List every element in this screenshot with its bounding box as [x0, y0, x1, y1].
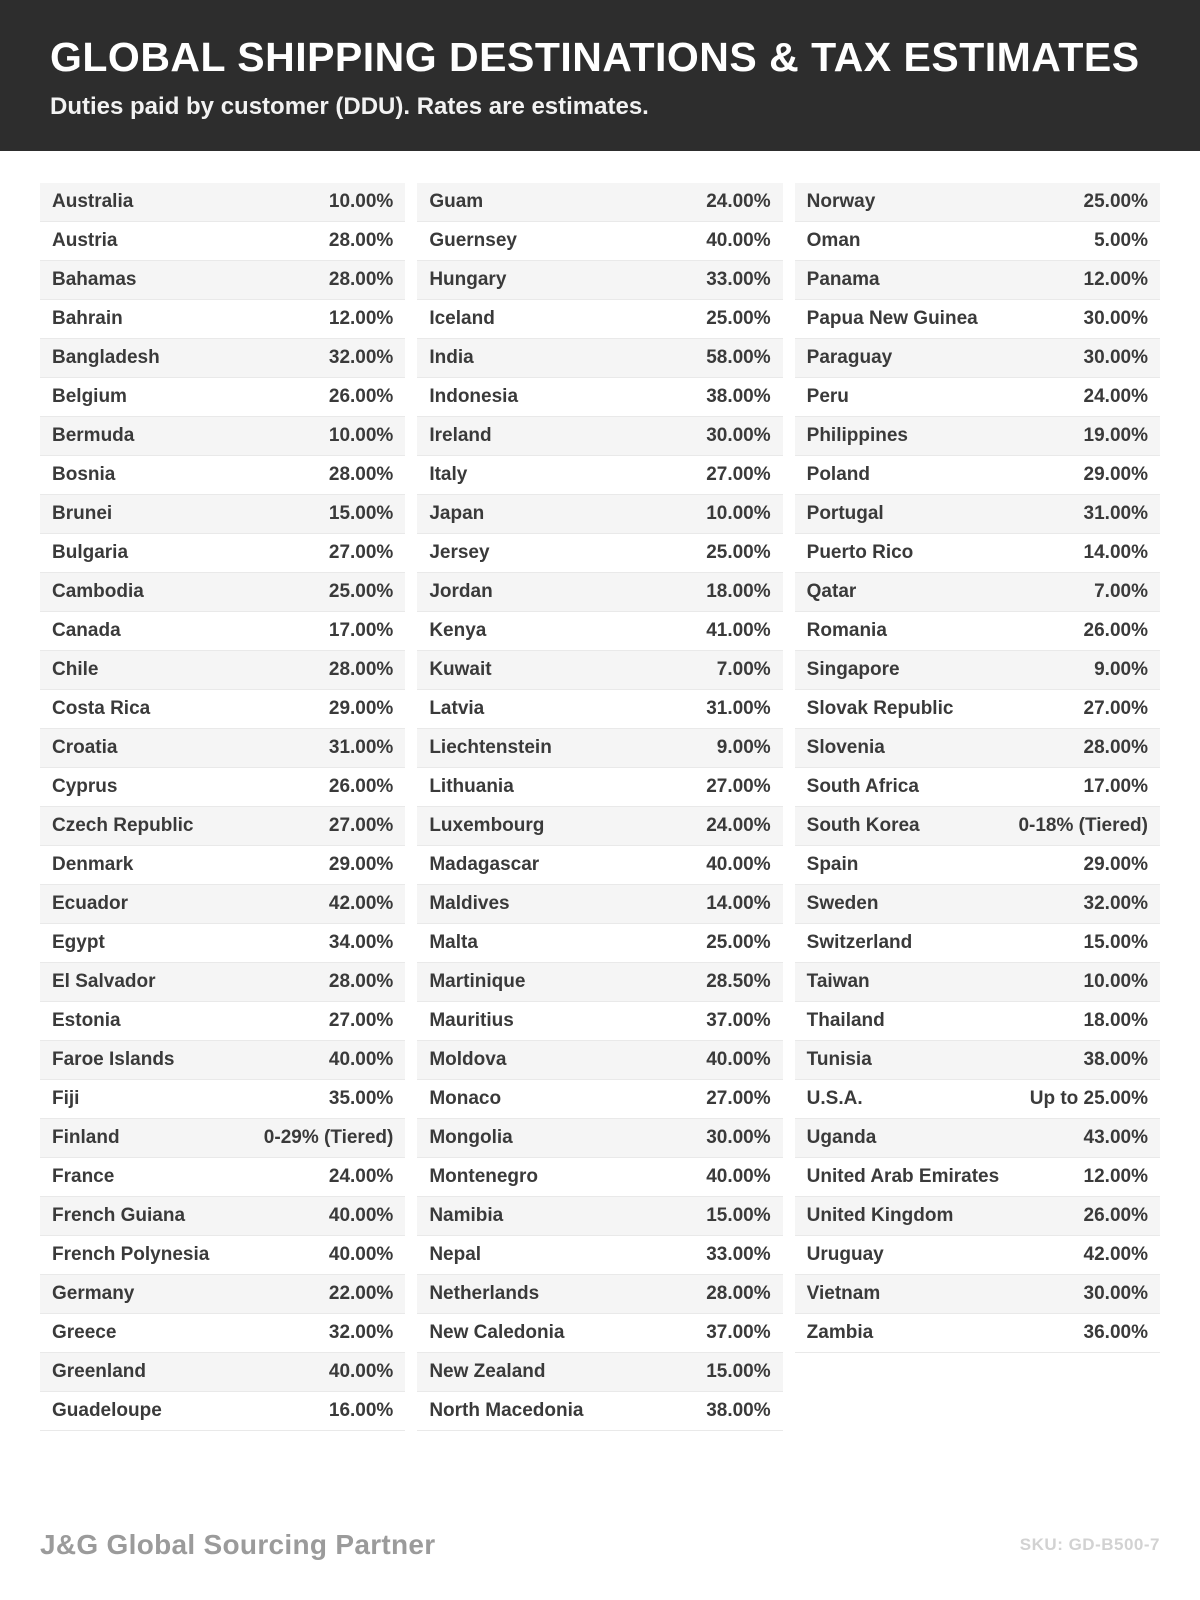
- country-name: Taiwan: [806, 971, 870, 992]
- country-name: Spain: [806, 854, 859, 875]
- country-name: Maldives: [429, 893, 510, 914]
- tax-rate: 12.00%: [1083, 1166, 1148, 1187]
- table-row: [417, 729, 782, 768]
- table-row: [40, 573, 405, 612]
- table-row: [40, 183, 405, 222]
- tax-rate: 26.00%: [1083, 1205, 1148, 1226]
- table-row: [417, 690, 782, 729]
- country-name: Ireland: [429, 425, 492, 446]
- table-row: [417, 378, 782, 417]
- tax-rate: 42.00%: [328, 893, 394, 914]
- country-name: Costa Rica: [52, 698, 151, 719]
- country-name: Italy: [429, 464, 468, 485]
- table-row: [795, 495, 1160, 534]
- page-footer: [0, 1490, 1200, 1600]
- table-row: [417, 846, 782, 885]
- tax-rate: 10.00%: [328, 191, 394, 212]
- tax-rate: 24.00%: [1083, 386, 1148, 407]
- table-row: [795, 768, 1160, 807]
- tax-rate: 25.00%: [328, 581, 394, 602]
- tax-rate: 32.00%: [1083, 893, 1148, 914]
- tax-rate: 30.00%: [706, 1127, 771, 1148]
- country-name: El Salvador: [52, 971, 156, 992]
- table-row: [795, 885, 1160, 924]
- table-row: [795, 339, 1160, 378]
- tax-rate: 42.00%: [1083, 1244, 1148, 1265]
- tax-rate: 58.00%: [706, 347, 771, 368]
- tax-rate: 29.00%: [328, 698, 394, 719]
- table-row: [40, 729, 405, 768]
- page-title: GLOBAL SHIPPING DESTINATIONS & TAX ESTIMATES: [50, 34, 1140, 80]
- table-row: [417, 885, 782, 924]
- country-name: Martinique: [429, 971, 526, 992]
- country-name: Uruguay: [806, 1244, 884, 1265]
- country-name: Romania: [806, 620, 887, 641]
- table-row: [417, 1353, 782, 1392]
- rates-column-2: [417, 183, 782, 1431]
- tax-rate: 25.00%: [1083, 191, 1148, 212]
- country-name: Tunisia: [806, 1049, 872, 1070]
- table-row: [417, 651, 782, 690]
- tax-rate: 28.50%: [706, 971, 771, 992]
- country-name: Vietnam: [806, 1283, 881, 1304]
- country-name: Mauritius: [429, 1010, 514, 1031]
- country-name: Monaco: [429, 1088, 502, 1109]
- country-name: Kenya: [429, 620, 487, 641]
- page-subtitle: Duties paid by customer (DDU). Rates are estimates.: [50, 93, 649, 120]
- country-name: French Polynesia: [52, 1244, 210, 1265]
- country-name: South Korea: [806, 815, 920, 836]
- table-row: [40, 1353, 405, 1392]
- table-row: [795, 456, 1160, 495]
- country-name: Paraguay: [806, 347, 893, 368]
- table-row: [795, 417, 1160, 456]
- table-row: [40, 1158, 405, 1197]
- tax-rate: 12.00%: [1083, 269, 1148, 290]
- table-row: [40, 222, 405, 261]
- table-row: [417, 1002, 782, 1041]
- country-name: Kuwait: [429, 659, 492, 680]
- country-name: Hungary: [429, 269, 507, 290]
- table-row: [417, 1314, 782, 1353]
- tax-rate: 9.00%: [716, 737, 771, 758]
- table-row: [40, 300, 405, 339]
- country-name: Greenland: [52, 1361, 146, 1382]
- table-row: [40, 924, 405, 963]
- tax-rate: 7.00%: [716, 659, 771, 680]
- tax-rate: 28.00%: [328, 464, 394, 485]
- table-row: [40, 1119, 405, 1158]
- table-row: [795, 1236, 1160, 1275]
- table-row: [40, 1002, 405, 1041]
- country-name: Germany: [52, 1283, 135, 1304]
- tax-rate: 22.00%: [328, 1283, 394, 1304]
- country-name: North Macedonia: [429, 1400, 584, 1421]
- country-name: Brunei: [52, 503, 113, 524]
- country-name: Finland: [52, 1127, 120, 1148]
- tax-rate: 24.00%: [706, 191, 771, 212]
- tax-rate: 37.00%: [706, 1322, 771, 1343]
- country-name: Montenegro: [429, 1166, 539, 1187]
- country-name: Faroe Islands: [52, 1049, 175, 1070]
- table-row: [795, 846, 1160, 885]
- tax-rate: 0-29% (Tiered): [263, 1127, 394, 1148]
- table-row: [795, 534, 1160, 573]
- tax-rate: 7.00%: [1094, 581, 1148, 602]
- country-name: U.S.A.: [806, 1088, 863, 1109]
- tax-rate: 33.00%: [706, 1244, 771, 1265]
- table-row: [417, 807, 782, 846]
- table-row: [40, 339, 405, 378]
- country-name: Malta: [429, 932, 478, 953]
- country-name: French Guiana: [52, 1205, 186, 1226]
- page-header: [0, 0, 1200, 151]
- table-row: [417, 183, 782, 222]
- table-row: [417, 1080, 782, 1119]
- tax-rate: 28.00%: [1083, 737, 1148, 758]
- table-row: [795, 1119, 1160, 1158]
- country-name: New Caledonia: [429, 1322, 565, 1343]
- tax-rate: 38.00%: [1083, 1049, 1148, 1070]
- tax-rate: 40.00%: [328, 1049, 394, 1070]
- tax-rate: 14.00%: [706, 893, 771, 914]
- tax-rate: 27.00%: [706, 776, 771, 797]
- tax-rate: 28.00%: [328, 659, 394, 680]
- country-name: Guam: [429, 191, 484, 212]
- table-row: [40, 456, 405, 495]
- country-name: Croatia: [52, 737, 118, 758]
- country-name: Austria: [52, 230, 118, 251]
- country-name: Fiji: [52, 1088, 80, 1109]
- tax-rate: 24.00%: [328, 1166, 394, 1187]
- tax-rate: 26.00%: [328, 386, 394, 407]
- country-name: United Arab Emirates: [806, 1166, 1000, 1187]
- tax-rate: 40.00%: [328, 1205, 394, 1226]
- table-row: [40, 1080, 405, 1119]
- table-row: [40, 963, 405, 1002]
- country-name: Sweden: [806, 893, 879, 914]
- table-row: [795, 1197, 1160, 1236]
- table-row: [417, 534, 782, 573]
- country-name: Latvia: [429, 698, 485, 719]
- country-name: Japan: [429, 503, 485, 524]
- country-name: Chile: [52, 659, 99, 680]
- tax-rate: 31.00%: [706, 698, 771, 719]
- country-name: Bahrain: [52, 308, 123, 329]
- country-name: Qatar: [806, 581, 857, 602]
- tax-rate: 10.00%: [706, 503, 771, 524]
- tax-rate: 28.00%: [328, 971, 394, 992]
- country-name: Mongolia: [429, 1127, 513, 1148]
- tax-rate: 29.00%: [1083, 854, 1148, 875]
- table-row: [417, 1119, 782, 1158]
- rates-column-3: [795, 183, 1160, 1353]
- country-name: Liechtenstein: [429, 737, 552, 758]
- country-name: Guadeloupe: [52, 1400, 162, 1421]
- table-row: [795, 1041, 1160, 1080]
- tax-rate: 9.00%: [1094, 659, 1148, 680]
- rates-table: [0, 151, 1200, 1490]
- country-name: Denmark: [52, 854, 134, 875]
- table-row: [40, 1041, 405, 1080]
- table-row: [795, 222, 1160, 261]
- country-name: Bahamas: [52, 269, 137, 290]
- table-row: [417, 222, 782, 261]
- table-row: [795, 300, 1160, 339]
- tax-rate: Up to 25.00%: [1029, 1088, 1148, 1109]
- tax-rate: 27.00%: [328, 542, 394, 563]
- tax-rate: 5.00%: [1094, 230, 1148, 251]
- table-row: [40, 768, 405, 807]
- country-name: Peru: [806, 386, 849, 407]
- tax-rate: 15.00%: [328, 503, 394, 524]
- table-row: [417, 1041, 782, 1080]
- table-row: [40, 417, 405, 456]
- country-name: Slovak Republic: [806, 698, 954, 719]
- tax-rate: 28.00%: [328, 269, 394, 290]
- table-row: [417, 456, 782, 495]
- table-row: [795, 807, 1160, 846]
- country-name: United Kingdom: [806, 1205, 954, 1226]
- tax-rate: 10.00%: [1083, 971, 1148, 992]
- tax-rate: 33.00%: [706, 269, 771, 290]
- tax-rate: 30.00%: [1083, 308, 1148, 329]
- country-name: Canada: [52, 620, 121, 641]
- table-row: [795, 1275, 1160, 1314]
- table-row: [40, 846, 405, 885]
- table-row: [795, 963, 1160, 1002]
- table-row: [417, 1236, 782, 1275]
- tax-rate: 25.00%: [706, 932, 771, 953]
- country-name: Netherlands: [429, 1283, 540, 1304]
- table-row: [417, 1197, 782, 1236]
- table-row: [795, 924, 1160, 963]
- tax-rate: 24.00%: [706, 815, 771, 836]
- tax-rate: 35.00%: [328, 1088, 394, 1109]
- table-row: [417, 1158, 782, 1197]
- tax-rate: 30.00%: [706, 425, 771, 446]
- tax-rate: 32.00%: [328, 1322, 394, 1343]
- table-row: [795, 573, 1160, 612]
- tax-rate: 15.00%: [706, 1361, 771, 1382]
- table-row: [795, 378, 1160, 417]
- country-name: Indonesia: [429, 386, 519, 407]
- brand-name: J&G Global Sourcing Partner: [40, 1529, 436, 1560]
- tax-rate: 28.00%: [328, 230, 394, 251]
- tax-rate: 36.00%: [1083, 1322, 1148, 1343]
- country-name: Madagascar: [429, 854, 540, 875]
- tax-rate: 40.00%: [328, 1244, 394, 1265]
- country-name: Ecuador: [52, 893, 129, 914]
- tax-rate: 14.00%: [1083, 542, 1148, 563]
- table-row: [40, 1275, 405, 1314]
- tax-rate: 25.00%: [706, 308, 771, 329]
- country-name: Moldova: [429, 1049, 507, 1070]
- tax-rate: 31.00%: [1083, 503, 1148, 524]
- tax-rate: 40.00%: [706, 1166, 771, 1187]
- tax-rate: 18.00%: [706, 581, 771, 602]
- table-row: [417, 768, 782, 807]
- country-name: Panama: [806, 269, 880, 290]
- table-row: [417, 573, 782, 612]
- tax-rate: 30.00%: [1083, 1283, 1148, 1304]
- country-name: Australia: [52, 191, 134, 212]
- tax-rate: 10.00%: [328, 425, 394, 446]
- tax-rate: 27.00%: [706, 1088, 771, 1109]
- table-row: [417, 417, 782, 456]
- country-name: Guernsey: [429, 230, 517, 251]
- country-name: Norway: [806, 191, 876, 212]
- tax-rate: 27.00%: [706, 464, 771, 485]
- tax-rate: 27.00%: [1083, 698, 1148, 719]
- country-name: Lithuania: [429, 776, 514, 797]
- tax-rate: 17.00%: [328, 620, 394, 641]
- table-row: [40, 885, 405, 924]
- tax-rate: 0-18% (Tiered): [1018, 815, 1148, 836]
- sku-label: SKU: GD-B500-7: [1019, 1535, 1160, 1554]
- table-row: [795, 651, 1160, 690]
- table-row: [417, 1392, 782, 1431]
- tax-rate: 41.00%: [706, 620, 771, 641]
- table-row: [795, 1314, 1160, 1353]
- tax-rate: 32.00%: [328, 347, 394, 368]
- table-row: [417, 924, 782, 963]
- tax-rate: 17.00%: [1083, 776, 1148, 797]
- country-name: New Zealand: [429, 1361, 546, 1382]
- country-name: Bosnia: [52, 464, 116, 485]
- tax-rate: 27.00%: [328, 815, 394, 836]
- country-name: Switzerland: [806, 932, 913, 953]
- tax-rate: 18.00%: [1083, 1010, 1148, 1031]
- table-row: [40, 807, 405, 846]
- country-name: Bulgaria: [52, 542, 129, 563]
- tax-rate: 38.00%: [706, 1400, 771, 1421]
- table-row: [795, 612, 1160, 651]
- country-name: India: [429, 347, 474, 368]
- tax-rate: 31.00%: [328, 737, 394, 758]
- table-row: [417, 963, 782, 1002]
- tax-rate: 26.00%: [1083, 620, 1148, 641]
- tax-rate: 29.00%: [328, 854, 394, 875]
- tax-rate: 37.00%: [706, 1010, 771, 1031]
- tax-rate: 40.00%: [706, 230, 771, 251]
- tax-rate: 15.00%: [706, 1205, 771, 1226]
- tax-rate: 19.00%: [1083, 425, 1148, 446]
- country-name: Nepal: [429, 1244, 482, 1265]
- tax-rate: 12.00%: [328, 308, 394, 329]
- table-row: [417, 300, 782, 339]
- table-row: [40, 690, 405, 729]
- country-name: Philippines: [806, 425, 909, 446]
- table-row: [40, 261, 405, 300]
- tax-rate: 34.00%: [328, 932, 394, 953]
- tax-rate: 30.00%: [1083, 347, 1148, 368]
- country-name: Namibia: [429, 1205, 504, 1226]
- tax-rate: 16.00%: [328, 1400, 394, 1421]
- country-name: Belgium: [52, 386, 127, 407]
- tax-rate: 40.00%: [706, 1049, 771, 1070]
- tax-rate: 40.00%: [328, 1361, 394, 1382]
- table-row: [795, 690, 1160, 729]
- table-row: [40, 612, 405, 651]
- country-name: Portugal: [806, 503, 884, 524]
- country-name: Zambia: [806, 1322, 874, 1343]
- tax-rate: 28.00%: [706, 1283, 771, 1304]
- table-row: [795, 729, 1160, 768]
- country-name: Puerto Rico: [806, 542, 914, 563]
- table-row: [795, 1158, 1160, 1197]
- table-row: [417, 1275, 782, 1314]
- table-row: [40, 378, 405, 417]
- tax-rate: 15.00%: [1083, 932, 1148, 953]
- table-row: [795, 1002, 1160, 1041]
- country-name: Uganda: [806, 1127, 877, 1148]
- tax-rate: 25.00%: [706, 542, 771, 563]
- country-name: Greece: [52, 1322, 117, 1343]
- country-name: Singapore: [806, 659, 900, 680]
- table-row: [40, 1392, 405, 1431]
- table-row: [40, 534, 405, 573]
- tax-rate: 26.00%: [328, 776, 394, 797]
- rates-column-1: [40, 183, 405, 1431]
- table-row: [417, 261, 782, 300]
- tax-rate: 40.00%: [706, 854, 771, 875]
- table-row: [417, 339, 782, 378]
- country-name: Czech Republic: [52, 815, 194, 836]
- country-name: Bangladesh: [52, 347, 160, 368]
- table-row: [40, 1236, 405, 1275]
- tax-rate: 43.00%: [1083, 1127, 1148, 1148]
- country-name: Estonia: [52, 1010, 121, 1031]
- country-name: France: [52, 1166, 115, 1187]
- country-name: Cyprus: [52, 776, 118, 797]
- table-row: [417, 612, 782, 651]
- country-name: South Africa: [806, 776, 919, 797]
- country-name: Thailand: [806, 1010, 885, 1031]
- country-name: Jersey: [429, 542, 490, 563]
- table-row: [40, 651, 405, 690]
- country-name: Slovenia: [806, 737, 885, 758]
- country-name: Bermuda: [52, 425, 135, 446]
- country-name: Luxembourg: [429, 815, 545, 836]
- table-row: [795, 261, 1160, 300]
- country-name: Papua New Guinea: [806, 308, 978, 329]
- country-name: Iceland: [429, 308, 495, 329]
- table-row: [795, 183, 1160, 222]
- table-row: [40, 1197, 405, 1236]
- table-row: [795, 1080, 1160, 1119]
- table-row: [40, 1314, 405, 1353]
- country-name: Cambodia: [52, 581, 144, 602]
- country-name: Egypt: [52, 932, 105, 953]
- tax-rate: 38.00%: [706, 386, 771, 407]
- tax-rate: 29.00%: [1083, 464, 1148, 485]
- table-row: [417, 495, 782, 534]
- table-row: [40, 495, 405, 534]
- country-name: Poland: [806, 464, 870, 485]
- country-name: Jordan: [429, 581, 493, 602]
- tax-rate: 27.00%: [328, 1010, 394, 1031]
- country-name: Oman: [806, 230, 861, 251]
